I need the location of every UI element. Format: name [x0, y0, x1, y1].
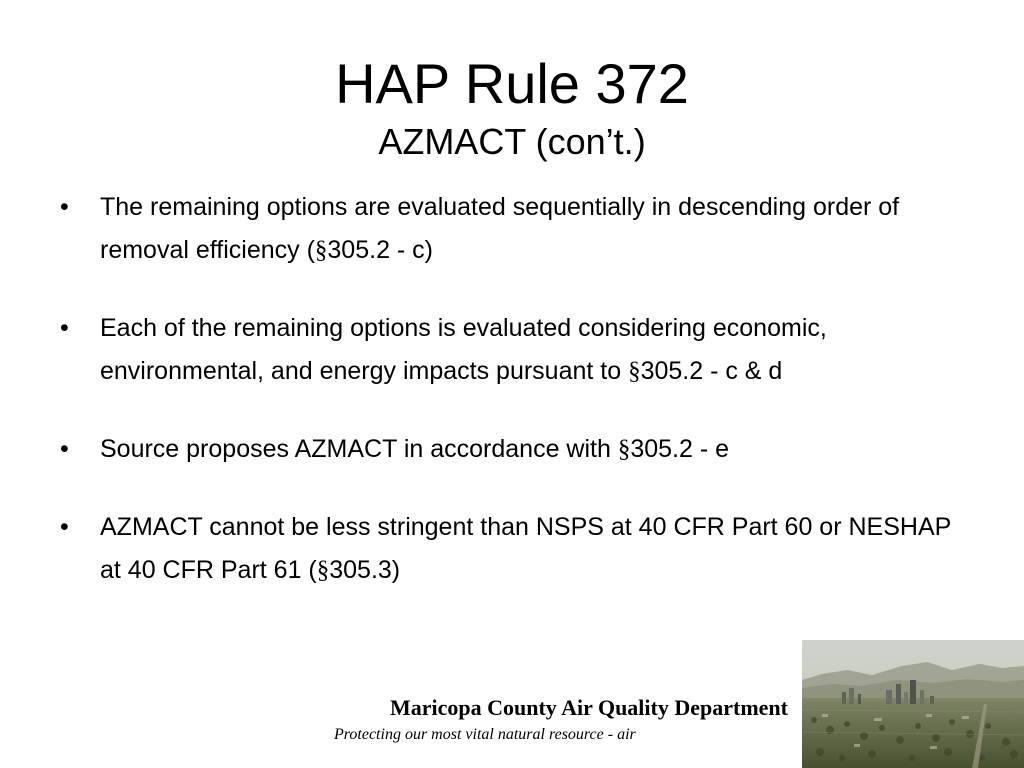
bullet-text: The remaining options are evaluated sequentially in descending order of removal efficiency ( — [100, 193, 900, 264]
bullet-text: AZMACT cannot be less stringent than NSPS at 40 CFR Part 60 or NESHAP at 40 CFR Part 61 ( — [100, 513, 951, 584]
bullet-text: Each of the remaining options is evaluated considering economic, environmental, and energy impacts pursuant to — [100, 314, 827, 385]
bullet-text: Source proposes AZMACT in accordance with — [100, 435, 618, 463]
slide-title: HAP Rule 372 — [335, 52, 689, 115]
bullet-reference: 305.2 - c & d — [640, 357, 783, 385]
bullet-reference: 305.3) — [329, 556, 401, 584]
bullet-marker: • — [60, 193, 69, 221]
bullet-list — [56, 186, 956, 627]
slide-subtitle: AZMACT (con’t.) — [378, 121, 646, 162]
section-symbol: § — [628, 358, 641, 385]
city-skyline-photo — [802, 640, 1024, 768]
footer-tagline: Protecting our most vital natural resource - air — [334, 726, 636, 743]
section-symbol: § — [314, 237, 328, 264]
bullet-item — [56, 506, 956, 592]
bullet-item — [56, 186, 956, 272]
bullet-marker: • — [60, 513, 69, 541]
footer-organization: Maricopa County Air Quality Department — [389, 695, 788, 720]
bullet-item — [56, 307, 956, 393]
bullet-item — [56, 428, 956, 471]
bullet-marker: • — [60, 435, 69, 463]
section-symbol: § — [316, 557, 330, 584]
bullet-reference: 305.2 - c) — [327, 236, 434, 264]
bullet-marker: • — [60, 314, 69, 342]
bullet-reference: 305.2 - e — [630, 435, 730, 463]
section-symbol: § — [617, 436, 631, 463]
